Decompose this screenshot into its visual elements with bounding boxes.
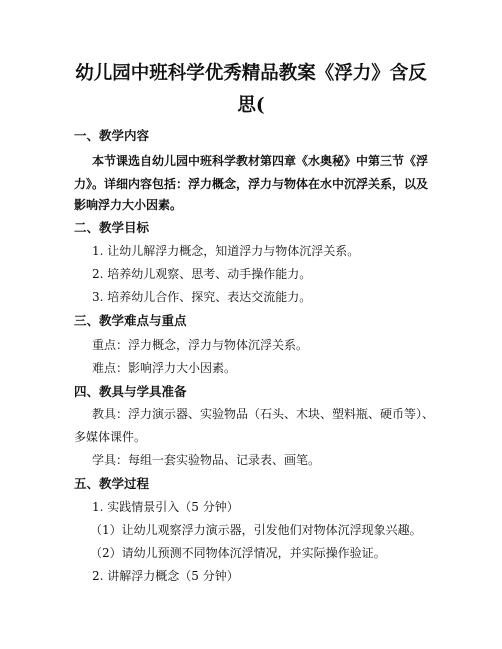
section-heading-content: 一、教学内容 [74,128,150,143]
process-step-2: 2. 讲解浮力概念（5 分钟） [92,569,239,583]
teaching-aids-line-2: 多媒体课件。 [74,430,147,444]
section-heading-key-points: 三、教学难点与重点 [74,313,187,328]
process-step-1-sub-1: （1）让幼儿观察浮力演示器，引发他们对物体沉浮现象兴趣。 [90,523,422,537]
section-heading-process: 五、教学过程 [74,476,150,491]
teaching-aids-line-1: 教具：浮力演示器、实验物品（石头、木块、塑料瓶、硬币等）、 [92,407,435,421]
content-paragraph-line-2: 力》。详细内容包括：浮力概念，浮力与物体在水中沉浮关系，以及 [74,177,429,191]
key-points-focus: 重点：浮力概念，浮力与物体沉浮关系。 [92,338,309,352]
content-paragraph-line-1: 本节课选自幼儿园中班科学教材第四章《水奥秘》中第三节《浮 [92,154,429,168]
content-paragraph-line-3: 影响浮力大小因素。 [74,198,183,212]
process-step-1: 1. 实践情景引入（5 分钟） [92,500,239,514]
section-heading-goals: 二、教学目标 [74,220,150,235]
goal-item-2: 2. 培养幼儿观察、思考、动手操作能力。 [92,267,312,281]
section-heading-materials: 四、教具与学具准备 [74,384,187,399]
key-points-difficulty: 难点：影响浮力大小因素。 [92,361,237,375]
goal-item-3: 3. 培养幼儿合作、探究、表达交流能力。 [92,290,312,304]
document-title-line-2: 思( [237,95,265,116]
process-step-1-sub-2: （2）请幼儿预测不同物体沉浮情况，并实际操作验证。 [90,546,386,560]
learning-tools: 学具：每组一套实验物品、记录表、画笔。 [92,453,321,467]
document-title-line-1: 幼儿园中班科学优秀精品教案《浮力》含反 [75,63,427,84]
goal-item-1: 1. 让幼儿解浮力概念，知道浮力与物体沉浮关系。 [92,244,360,258]
